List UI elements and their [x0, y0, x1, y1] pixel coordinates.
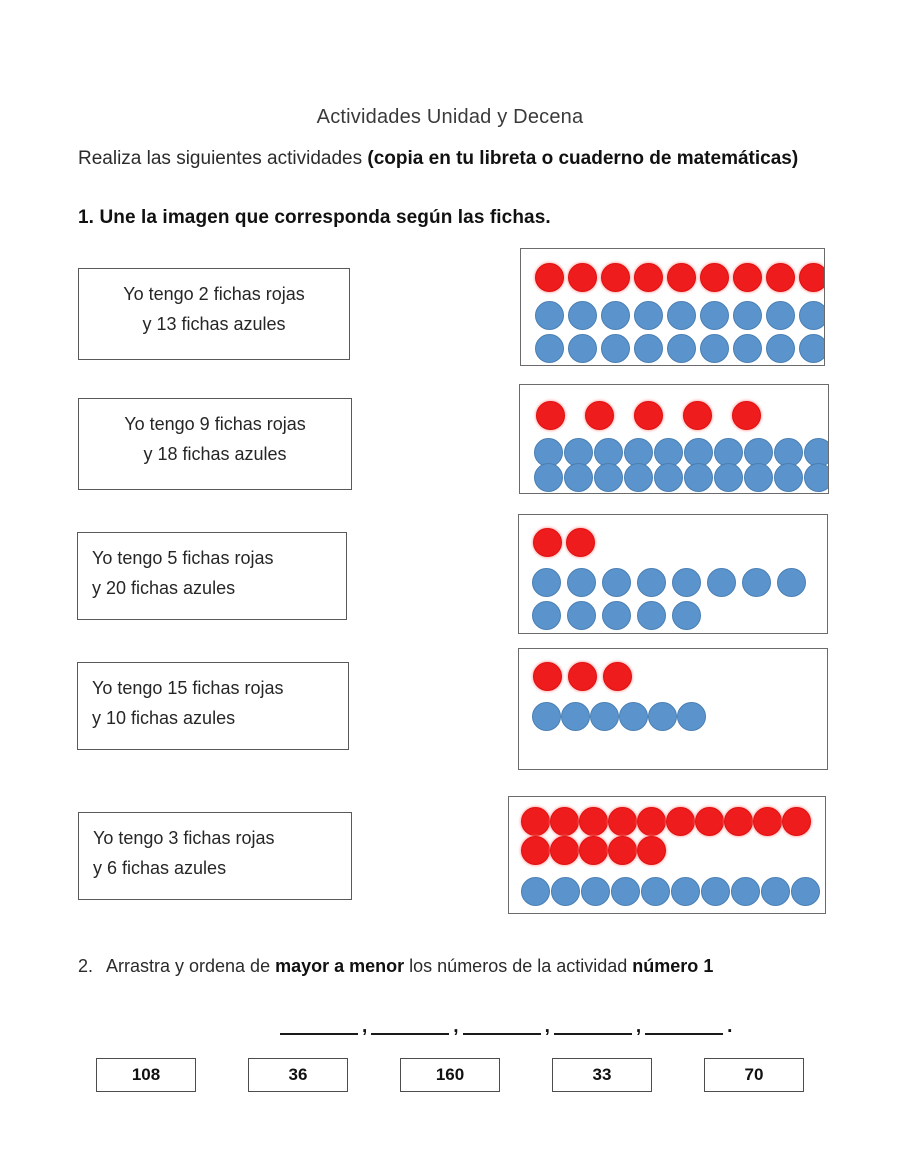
blue-token	[733, 301, 762, 330]
blue-token	[791, 877, 820, 906]
red-token	[579, 836, 608, 865]
blue-token	[535, 301, 564, 330]
blue-token	[648, 702, 677, 731]
red-token	[782, 807, 811, 836]
blank-separator-comma: ,	[544, 1016, 550, 1037]
blue-token	[700, 301, 729, 330]
answer-blanks-row[interactable]	[280, 1016, 800, 1038]
blue-token	[551, 877, 580, 906]
blue-token	[561, 702, 590, 731]
statement-line-1: Yo tengo 15 fichas rojas	[92, 678, 284, 698]
red-token	[568, 263, 597, 292]
answer-blank-3[interactable]	[463, 1019, 541, 1035]
blue-token-row	[532, 568, 806, 597]
blue-token	[532, 568, 561, 597]
blue-token	[611, 877, 640, 906]
blue-token	[672, 568, 701, 597]
question-1-number: 1.	[78, 207, 95, 228]
statement-line-2: y 18 fichas azules	[143, 444, 287, 464]
blue-token-row	[534, 463, 829, 492]
blue-token	[567, 568, 596, 597]
answer-blank-1[interactable]	[280, 1019, 358, 1035]
question-2-part1: Arrastra y ordena de	[106, 956, 276, 976]
question-2-text	[106, 953, 838, 980]
intro-paragraph	[78, 144, 823, 173]
statement-line-2: y 10 fichas azules	[92, 708, 236, 728]
blank-final-period: .	[727, 1016, 733, 1037]
blue-token	[684, 463, 713, 492]
red-token	[566, 528, 595, 557]
answer-blank-4[interactable]	[554, 1019, 632, 1035]
statement-line-1: Yo tengo 2 fichas rojas	[123, 284, 305, 304]
question-2-heading	[78, 953, 838, 980]
blue-token	[641, 877, 670, 906]
blue-token	[590, 702, 619, 731]
blue-token	[742, 568, 771, 597]
red-token	[608, 807, 637, 836]
red-token-row	[533, 528, 595, 557]
question-1-heading	[78, 207, 551, 229]
blue-token	[594, 463, 623, 492]
red-token	[634, 263, 663, 292]
red-token-row	[521, 807, 811, 836]
blue-token	[667, 334, 696, 363]
red-token	[753, 807, 782, 836]
blue-token	[799, 334, 825, 363]
token-group-box-3[interactable]	[518, 514, 828, 634]
red-token	[695, 807, 724, 836]
blue-token	[564, 463, 593, 492]
blue-token	[521, 877, 550, 906]
blue-token	[804, 463, 829, 492]
statement-line-1: Yo tengo 5 fichas rojas	[92, 548, 274, 568]
statement-line-2: y 13 fichas azules	[142, 314, 286, 334]
red-token-row	[533, 662, 632, 691]
red-token	[667, 263, 696, 292]
blue-token-row	[532, 601, 701, 630]
blue-token	[624, 463, 653, 492]
statement-box-1[interactable]	[78, 268, 350, 360]
token-group-box-2[interactable]	[519, 384, 829, 494]
blue-token	[602, 601, 631, 630]
token-group-box-5[interactable]	[508, 796, 826, 914]
token-group-box-1[interactable]	[520, 248, 825, 366]
blue-token	[744, 463, 773, 492]
red-token	[603, 662, 632, 691]
question-2-bold2: número	[632, 956, 699, 976]
blue-token	[733, 334, 762, 363]
red-token	[550, 836, 579, 865]
red-token	[550, 807, 579, 836]
blue-token-row	[535, 301, 825, 330]
red-token	[700, 263, 729, 292]
answer-blank-2[interactable]	[371, 1019, 449, 1035]
red-token-row	[521, 836, 666, 865]
blue-token	[532, 702, 561, 731]
blue-token	[766, 334, 795, 363]
blue-token	[799, 301, 825, 330]
statement-line-1: Yo tengo 3 fichas rojas	[93, 828, 275, 848]
question-2-part3: 1	[703, 956, 714, 976]
blue-token	[672, 601, 701, 630]
blue-token	[568, 301, 597, 330]
number-chip[interactable]: 108	[96, 1058, 196, 1092]
blue-token	[619, 702, 648, 731]
red-token	[799, 263, 825, 292]
red-token-row	[536, 401, 761, 430]
blue-token	[761, 877, 790, 906]
statement-line-1: Yo tengo 9 fichas rojas	[124, 414, 306, 434]
red-token	[521, 807, 550, 836]
intro-bold-text: (copia en tu libreta o cuaderno de matemáticas)	[367, 148, 799, 169]
intro-plain-text: Realiza las siguientes actividades	[78, 148, 368, 169]
red-token	[732, 401, 761, 430]
blue-token	[534, 463, 563, 492]
red-token	[601, 263, 630, 292]
red-token	[535, 263, 564, 292]
red-token	[724, 807, 753, 836]
blue-token	[774, 463, 803, 492]
blue-token	[581, 877, 610, 906]
red-token	[536, 401, 565, 430]
blue-token	[532, 601, 561, 630]
statement-box-3[interactable]	[77, 532, 347, 620]
blue-token	[637, 601, 666, 630]
blue-token-row	[535, 334, 825, 363]
red-token	[521, 836, 550, 865]
red-token	[733, 263, 762, 292]
blue-token	[667, 301, 696, 330]
statement-line-2: y 6 fichas azules	[93, 858, 227, 878]
blank-separator-comma: ,	[453, 1016, 459, 1037]
number-chip[interactable]: 36	[248, 1058, 348, 1092]
blue-token	[637, 568, 666, 597]
statement-line-2: y 20 fichas azules	[92, 578, 236, 598]
question-2-number: 2.	[78, 956, 94, 976]
red-token	[766, 263, 795, 292]
blue-token	[766, 301, 795, 330]
red-token	[533, 528, 562, 557]
statement-box-4[interactable]	[77, 662, 349, 750]
token-group-box-4[interactable]	[518, 648, 828, 770]
red-token	[568, 662, 597, 691]
blue-token	[634, 334, 663, 363]
red-token	[637, 807, 666, 836]
blue-token	[601, 301, 630, 330]
red-token-row	[535, 263, 825, 292]
number-chip[interactable]: 160	[400, 1058, 500, 1092]
blue-token	[568, 334, 597, 363]
question-1-prompt: Une la imagen que corresponda según las fichas.	[99, 207, 551, 228]
blue-token	[567, 601, 596, 630]
page-title: Actividades Unidad y Decena	[316, 106, 584, 128]
blue-token	[700, 334, 729, 363]
red-token	[585, 401, 614, 430]
blank-separator-comma: ,	[635, 1016, 642, 1037]
question-2-bold1: mayor a menor	[275, 956, 405, 976]
blue-token	[701, 877, 730, 906]
blue-token	[707, 568, 736, 597]
red-token	[666, 807, 695, 836]
blue-token	[777, 568, 806, 597]
red-token	[533, 662, 562, 691]
blue-token	[677, 702, 706, 731]
answer-blank-5[interactable]	[645, 1019, 723, 1035]
statement-box-2[interactable]	[78, 398, 352, 490]
red-token	[683, 401, 712, 430]
blue-token	[535, 334, 564, 363]
red-token	[637, 836, 666, 865]
red-token	[579, 807, 608, 836]
blue-token	[671, 877, 700, 906]
blue-token	[714, 463, 743, 492]
blue-token-row	[521, 877, 820, 906]
question-2-part2: los números de la actividad	[404, 956, 633, 976]
number-chips-row	[96, 1058, 804, 1092]
red-token	[608, 836, 637, 865]
number-chip[interactable]: 70	[704, 1058, 804, 1092]
statement-box-5[interactable]	[78, 812, 352, 900]
blue-token	[654, 463, 683, 492]
number-chip[interactable]: 33	[552, 1058, 652, 1092]
blue-token	[731, 877, 760, 906]
red-token	[634, 401, 663, 430]
blue-token	[634, 301, 663, 330]
blue-token	[602, 568, 631, 597]
blue-token-row	[532, 702, 706, 731]
blue-token	[601, 334, 630, 363]
blank-separator-comma: ,	[362, 1016, 368, 1037]
